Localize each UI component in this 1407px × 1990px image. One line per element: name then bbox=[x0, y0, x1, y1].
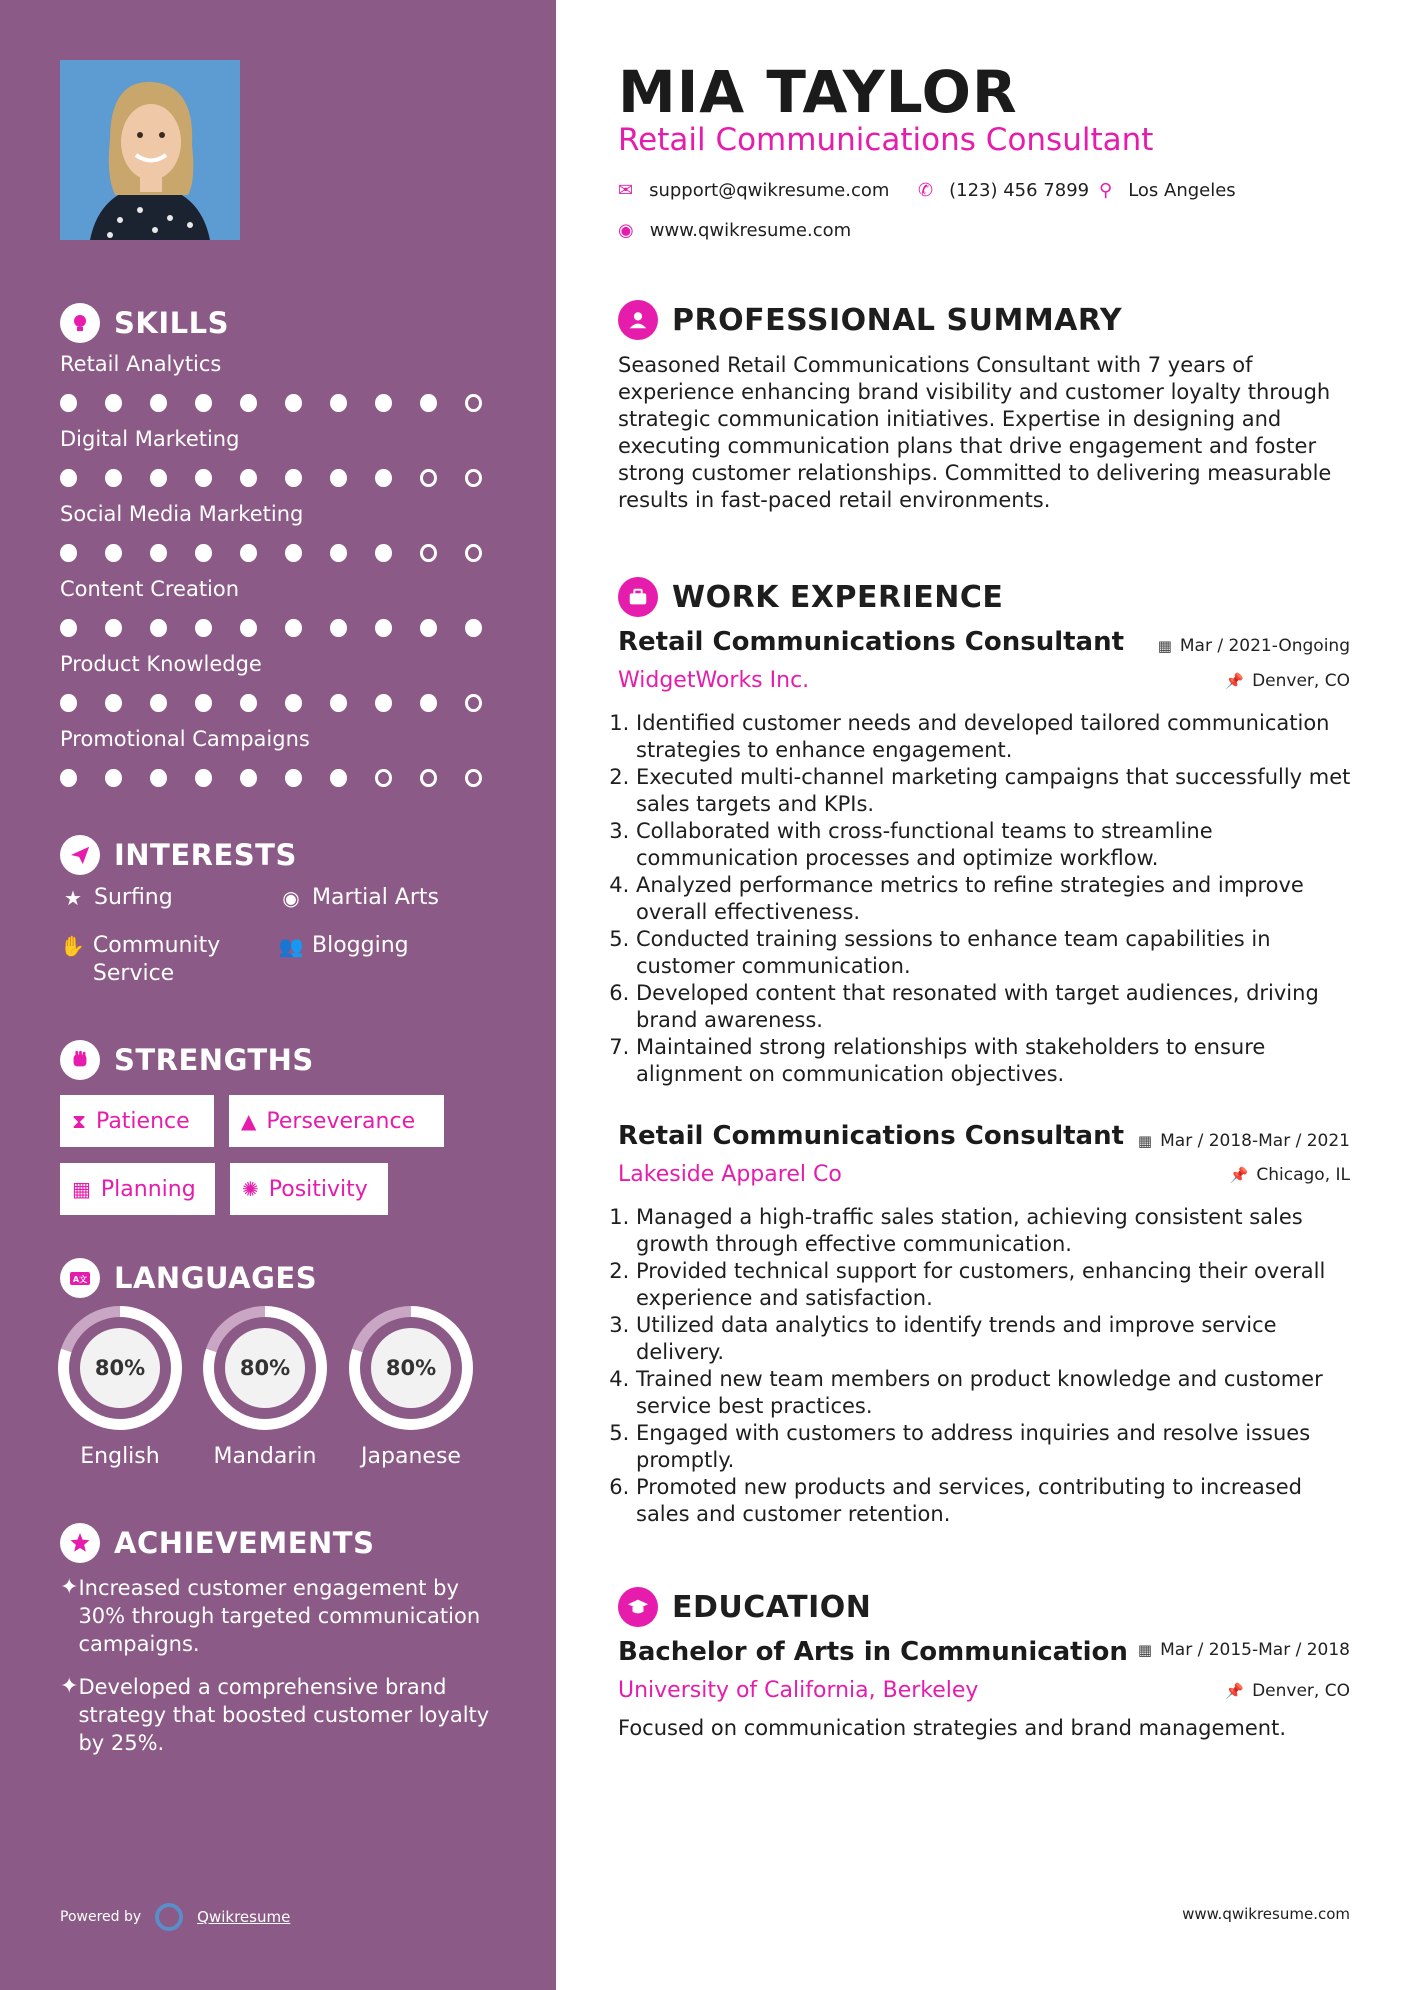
list-item: 6. Developed content that resonated with target audiences, driving brand awareness. bbox=[636, 980, 1358, 1034]
skills-title: SKILLS bbox=[114, 306, 229, 340]
rating-dot-filled bbox=[150, 694, 167, 712]
rating-dot-filled bbox=[150, 469, 167, 487]
rating-dot-filled bbox=[195, 694, 212, 712]
rating-dot-filled bbox=[285, 469, 302, 487]
skill-rating bbox=[60, 694, 510, 712]
achievements-title: ACHIEVEMENTS bbox=[114, 1526, 375, 1560]
skill-name: Digital Marketing bbox=[60, 427, 240, 451]
job-title: Retail Communications Consultant bbox=[618, 627, 1125, 657]
job-bullets bbox=[618, 710, 1358, 1088]
language-mandarin: 80% Mandarin bbox=[203, 1306, 327, 1469]
education-location: 📌 Denver, CO bbox=[1225, 1681, 1350, 1701]
rating-dot-empty bbox=[375, 769, 392, 787]
rating-dot-filled bbox=[285, 694, 302, 712]
rating-dot-empty bbox=[420, 769, 437, 787]
interest-item: 👥 Blogging bbox=[278, 933, 409, 958]
rating-dot-empty bbox=[420, 469, 437, 487]
rating-dot-filled bbox=[195, 619, 212, 637]
list-item: 6. Promoted new products and services, contributing to increased sales and customer retention. bbox=[636, 1474, 1358, 1528]
strength-tag: ▦ Planning bbox=[60, 1163, 215, 1215]
languages-heading bbox=[60, 1256, 317, 1300]
job-company: WidgetWorks Inc. bbox=[618, 668, 810, 693]
skill-rating bbox=[60, 544, 510, 562]
skill-rating bbox=[60, 619, 510, 637]
briefcase-icon bbox=[618, 577, 658, 617]
contact-email: ✉ support@qwikresume.com bbox=[618, 180, 890, 201]
rating-dot-filled bbox=[105, 394, 122, 412]
pushpin-icon: 📌 bbox=[1225, 1682, 1245, 1700]
skill-rating bbox=[60, 769, 510, 787]
language-japanese: 80% Japanese bbox=[349, 1306, 473, 1469]
languages-title: LANGUAGES bbox=[114, 1261, 318, 1295]
skill-name: Social Media Marketing bbox=[60, 502, 304, 526]
skill-name: Promotional Campaigns bbox=[60, 727, 310, 751]
candidate-role: Retail Communications Consultant bbox=[618, 122, 1154, 158]
skill-name: Content Creation bbox=[60, 577, 240, 601]
paper-plane-icon bbox=[60, 835, 100, 875]
rating-dot-filled bbox=[240, 694, 257, 712]
candidate-name: MIA TAYLOR bbox=[618, 58, 1018, 126]
rating-dot-filled bbox=[105, 544, 122, 562]
skills-heading bbox=[60, 301, 229, 345]
strength-tag: ✺ Positivity bbox=[230, 1163, 388, 1215]
summary-text: Seasoned Retail Communications Consultant with 7 years of experience enhancing brand visibility and customer loyalty through strategic communication initiatives. Expertise in designing and executing communication plans that drive engagement and foster strong customer relationships. Committed to delivering measurable results in fast-paced retail environments. bbox=[618, 353, 1332, 512]
interest-item: ✋ Community Service bbox=[60, 933, 221, 986]
rating-dot-filled bbox=[375, 394, 392, 412]
achievement-item: ✦ Increased customer engagement by 30% through targeted communication campaigns. bbox=[60, 1575, 481, 1656]
list-item: 7. Maintained strong relationships with stakeholders to ensure alignment on communication objectives. bbox=[636, 1034, 1358, 1088]
language-ring: 80% bbox=[203, 1306, 327, 1430]
list-item: 2. Executed multi-channel marketing campaigns that successfully met sales targets and KPIs. bbox=[636, 764, 1358, 818]
rating-dot-filled bbox=[150, 544, 167, 562]
envelope-icon: ✉ bbox=[618, 180, 634, 201]
job-bullets bbox=[618, 1204, 1358, 1528]
calendar-icon: ▦ bbox=[1137, 1641, 1153, 1659]
job-location: 📌 Chicago, IL bbox=[1229, 1165, 1350, 1185]
rating-dot-filled bbox=[60, 394, 77, 412]
qwikresume-link[interactable]: Qwikresume bbox=[197, 1908, 291, 1926]
job-dates: ▦ Mar / 2018-Mar / 2021 bbox=[1137, 1131, 1350, 1151]
rating-dot-filled bbox=[420, 619, 437, 637]
rating-dot-filled bbox=[375, 544, 392, 562]
pushpin-icon: 📌 bbox=[1225, 672, 1245, 690]
job-location: 📌 Denver, CO bbox=[1225, 671, 1350, 691]
rating-dot-empty bbox=[465, 469, 482, 487]
shooting-star-icon: ✦ bbox=[60, 1674, 79, 1699]
rating-dot-filled bbox=[240, 769, 257, 787]
school-name: University of California, Berkeley bbox=[618, 1678, 979, 1703]
language-ring: 80% bbox=[58, 1306, 182, 1430]
rating-dot-filled bbox=[285, 394, 302, 412]
rating-dot-filled bbox=[105, 619, 122, 637]
rating-dot-filled bbox=[465, 619, 482, 637]
rating-dot-empty bbox=[465, 769, 482, 787]
strengths-title: STRENGTHS bbox=[114, 1043, 314, 1077]
language-english: 80% English bbox=[58, 1306, 182, 1469]
qwikresume-logo-icon bbox=[155, 1903, 183, 1931]
skill-row bbox=[60, 652, 510, 712]
skill-row bbox=[60, 352, 510, 412]
powered-by: Powered by Qwikresume bbox=[60, 1903, 290, 1931]
achievements-heading bbox=[60, 1521, 374, 1565]
rating-dot-filled bbox=[195, 394, 212, 412]
list-item: 3. Utilized data analytics to identify trends and improve service delivery. bbox=[636, 1312, 1358, 1366]
rating-dot-empty bbox=[465, 394, 482, 412]
rating-dot-filled bbox=[60, 769, 77, 787]
svg-text:A文: A文 bbox=[72, 1275, 88, 1284]
list-item: 3. Collaborated with cross-functional teams to streamline communication processes and optimize workflow. bbox=[636, 818, 1358, 872]
calendar-icon: ▦ bbox=[1137, 1132, 1153, 1150]
star-badge-icon bbox=[60, 1523, 100, 1563]
rating-dot-filled bbox=[195, 469, 212, 487]
footer-url[interactable]: www.qwikresume.com bbox=[1182, 1905, 1350, 1923]
rating-dot-filled bbox=[105, 769, 122, 787]
hourglass-icon: ⧗ bbox=[72, 1109, 87, 1133]
interest-item: ◉ Martial Arts bbox=[278, 884, 439, 912]
strengths-heading bbox=[60, 1038, 314, 1082]
rating-dot-filled bbox=[195, 544, 212, 562]
skill-rating bbox=[60, 394, 510, 412]
mountain-icon: ▲ bbox=[241, 1109, 257, 1133]
experience-heading: WORK EXPERIENCE bbox=[618, 577, 1003, 617]
pushpin-icon: 📌 bbox=[1229, 1166, 1249, 1184]
skill-rating bbox=[60, 469, 510, 487]
education-heading: EDUCATION bbox=[618, 1587, 871, 1627]
rating-dot-filled bbox=[330, 619, 347, 637]
calendar-icon: ▦ bbox=[1157, 637, 1172, 655]
language-icon bbox=[60, 1258, 100, 1298]
contact-location: ⚲ Los Angeles bbox=[1099, 180, 1236, 201]
rating-dot-filled bbox=[150, 394, 167, 412]
rating-dot-filled bbox=[60, 694, 77, 712]
summary-heading: PROFESSIONAL SUMMARY bbox=[618, 300, 1122, 340]
list-item: 4. Analyzed performance metrics to refine strategies and improve overall effectiveness. bbox=[636, 872, 1358, 926]
profile-photo bbox=[60, 60, 240, 240]
rating-dot-filled bbox=[60, 619, 77, 637]
rating-dot-filled bbox=[105, 694, 122, 712]
rating-dot-filled bbox=[105, 469, 122, 487]
fist-icon bbox=[60, 1040, 100, 1080]
language-ring: 80% bbox=[349, 1306, 473, 1430]
skill-name: Product Knowledge bbox=[60, 652, 262, 676]
list-item: 1. Managed a high-traffic sales station, achieving consistent sales growth through effective communication. bbox=[636, 1204, 1358, 1258]
hand-icon: ✋ bbox=[60, 934, 85, 958]
rating-dot-filled bbox=[150, 769, 167, 787]
contact-website: ◉ www.qwikresume.com bbox=[618, 220, 852, 241]
rating-dot-filled bbox=[240, 469, 257, 487]
skill-name: Retail Analytics bbox=[60, 352, 222, 376]
graduation-icon bbox=[618, 1587, 658, 1627]
rating-dot-filled bbox=[240, 544, 257, 562]
interests-heading bbox=[60, 833, 297, 877]
interest-item: ★ Surfing bbox=[60, 884, 173, 912]
rating-dot-filled bbox=[60, 544, 77, 562]
job-title: Retail Communications Consultant bbox=[618, 1121, 1125, 1151]
rating-dot-filled bbox=[285, 619, 302, 637]
star-icon: ★ bbox=[64, 886, 82, 910]
rating-dot-filled bbox=[240, 394, 257, 412]
list-item: 1. Identified customer needs and developed tailored communication strategies to enhance engagement. bbox=[636, 710, 1358, 764]
rating-dot-filled bbox=[375, 469, 392, 487]
user-icon bbox=[618, 300, 658, 340]
job-company: Lakeside Apparel Co bbox=[618, 1162, 842, 1187]
rating-dot-empty bbox=[420, 544, 437, 562]
achievement-item: ✦ Developed a comprehensive brand strategy that boosted customer loyalty by 25%. bbox=[60, 1674, 490, 1755]
strength-tag: ▲ Perseverance bbox=[229, 1095, 444, 1147]
contact-phone: ✆ (123) 456 7899 bbox=[918, 180, 1090, 201]
skill-row bbox=[60, 502, 510, 562]
phone-icon: ✆ bbox=[918, 180, 934, 201]
rating-dot-filled bbox=[195, 769, 212, 787]
rating-dot-filled bbox=[240, 619, 257, 637]
strength-tag: ⧗ Patience bbox=[60, 1095, 214, 1147]
skill-row bbox=[60, 577, 510, 637]
lightbulb-icon bbox=[60, 303, 100, 343]
shooting-star-icon: ✦ bbox=[60, 1575, 79, 1600]
rating-dot-filled bbox=[285, 544, 302, 562]
globe-icon: ◉ bbox=[618, 220, 634, 241]
list-item: 2. Provided technical support for customers, enhancing their overall experience and satisfaction. bbox=[636, 1258, 1358, 1312]
rating-dot-filled bbox=[285, 769, 302, 787]
sidebar bbox=[0, 0, 556, 1990]
job-dates: ▦ Mar / 2021-Ongoing bbox=[1157, 636, 1350, 656]
rating-dot-filled bbox=[330, 694, 347, 712]
rating-dot-filled bbox=[375, 694, 392, 712]
map-pin-icon: ⚲ bbox=[1099, 180, 1113, 201]
rating-dot-filled bbox=[420, 694, 437, 712]
rating-dot-filled bbox=[375, 619, 392, 637]
globe-icon: ◉ bbox=[282, 886, 300, 910]
skill-row bbox=[60, 427, 510, 487]
rating-dot-filled bbox=[330, 769, 347, 787]
list-item: 4. Trained new team members on product knowledge and customer service best practices. bbox=[636, 1366, 1358, 1420]
education-dates: ▦ Mar / 2015-Mar / 2018 bbox=[1137, 1640, 1350, 1660]
rating-dot-filled bbox=[330, 544, 347, 562]
list-item: 5. Engaged with customers to address inquiries and resolve issues promptly. bbox=[636, 1420, 1358, 1474]
rating-dot-empty bbox=[465, 544, 482, 562]
list-item: 5. Conducted training sessions to enhance team capabilities in customer communication. bbox=[636, 926, 1358, 980]
rating-dot-filled bbox=[150, 619, 167, 637]
degree-title: Bachelor of Arts in Communication bbox=[618, 1637, 1128, 1667]
sun-icon: ✺ bbox=[242, 1177, 259, 1201]
interests-title: INTERESTS bbox=[114, 838, 297, 872]
users-icon: 👥 bbox=[278, 934, 304, 958]
rating-dot-filled bbox=[60, 469, 77, 487]
calendar-icon: ▦ bbox=[72, 1177, 91, 1201]
skill-row bbox=[60, 727, 510, 787]
rating-dot-empty bbox=[465, 694, 482, 712]
rating-dot-filled bbox=[330, 394, 347, 412]
rating-dot-filled bbox=[330, 469, 347, 487]
education-description: Focused on communication strategies and brand management. bbox=[618, 1716, 1287, 1740]
rating-dot-filled bbox=[420, 394, 437, 412]
